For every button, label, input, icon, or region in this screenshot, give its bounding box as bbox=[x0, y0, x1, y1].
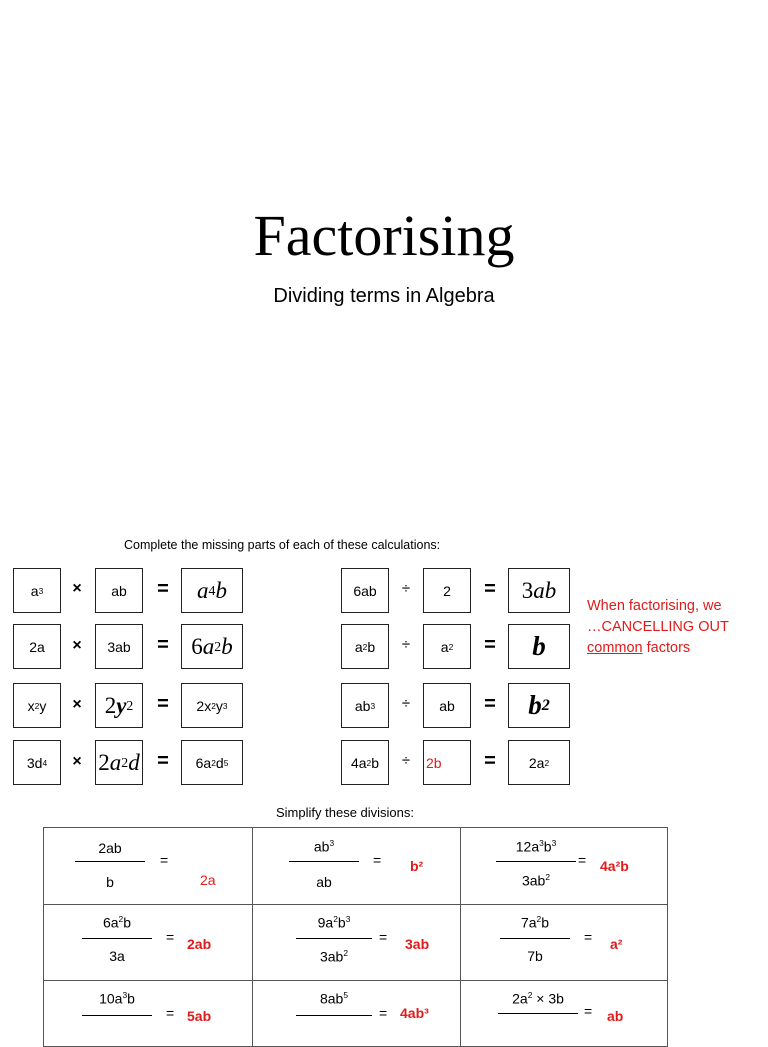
calc-box: 2x 2 y 3 bbox=[181, 683, 243, 728]
calc-box: ab 3 bbox=[341, 683, 389, 728]
page-title: Factorising bbox=[253, 203, 515, 268]
calc-box: ab bbox=[95, 568, 143, 613]
calc-box: 3 ab bbox=[508, 568, 570, 613]
equals-sign: = bbox=[484, 578, 496, 600]
calc-box: 2a bbox=[13, 624, 61, 669]
equals-sign: = bbox=[157, 693, 169, 715]
calc-box: 4a 2 b bbox=[341, 740, 389, 785]
calc-box: 3ab bbox=[95, 624, 143, 669]
calc-box: a 2 b bbox=[341, 624, 389, 669]
calc-box: 2 bbox=[423, 568, 471, 613]
divide-sign: ÷ bbox=[401, 580, 411, 597]
calc-box: 3d 4 bbox=[13, 740, 61, 785]
calc-box: b 2 bbox=[508, 683, 570, 728]
calc-box: x 2 y bbox=[13, 683, 61, 728]
calc-box: 2b bbox=[423, 740, 471, 785]
equals-sign: = bbox=[157, 750, 169, 772]
calc-box: a 4 b bbox=[181, 568, 243, 613]
times-sign: × bbox=[72, 696, 82, 713]
times-sign: × bbox=[72, 753, 82, 770]
page-subtitle: Dividing terms in Algebra bbox=[273, 285, 495, 307]
calc-box: 6a 2 d 5 bbox=[181, 740, 243, 785]
simplify-table: 2ab b = 2a $ab^3$ ab = b² $12a^3b^3$ $3ab^2$ = 4a²b $6a^2b$ 3a = 2ab $9a^2b^3$ $3ab^2$ = 3ab $7a^2b$ 7b = a² $10a^3b$ = 5ab $8ab^5$ = 4ab³ $2a^2 \times 3b$ = ab bbox=[43, 827, 668, 1047]
times-sign: × bbox=[72, 580, 82, 597]
equals-sign: = bbox=[157, 578, 169, 600]
calc-box: ab bbox=[423, 683, 471, 728]
instruction-top: Complete the missing parts of each of these calculations: bbox=[124, 538, 441, 552]
calc-box: 2 y 2 bbox=[95, 683, 143, 728]
calc-box: 2 a 2 d bbox=[95, 740, 143, 785]
equals-sign: = bbox=[484, 693, 496, 715]
equals-sign: = bbox=[484, 634, 496, 656]
calc-box: a 2 bbox=[423, 624, 471, 669]
divide-sign: ÷ bbox=[401, 636, 411, 653]
calc-box: 6 a 2 b bbox=[181, 624, 243, 669]
divide-sign: ÷ bbox=[401, 695, 411, 712]
calc-box: a 3 bbox=[13, 568, 61, 613]
calc-box: 6ab bbox=[341, 568, 389, 613]
instruction-bottom: Simplify these divisions: bbox=[276, 805, 414, 820]
calc-box: 2a 2 bbox=[508, 740, 570, 785]
equals-sign: = bbox=[157, 634, 169, 656]
equals-sign: = bbox=[484, 750, 496, 772]
times-sign: × bbox=[72, 637, 82, 654]
calc-box: b bbox=[508, 624, 570, 669]
factorising-note: When factorising, we …CANCELLING OUT common factors bbox=[587, 598, 729, 656]
divide-sign: ÷ bbox=[401, 752, 411, 769]
